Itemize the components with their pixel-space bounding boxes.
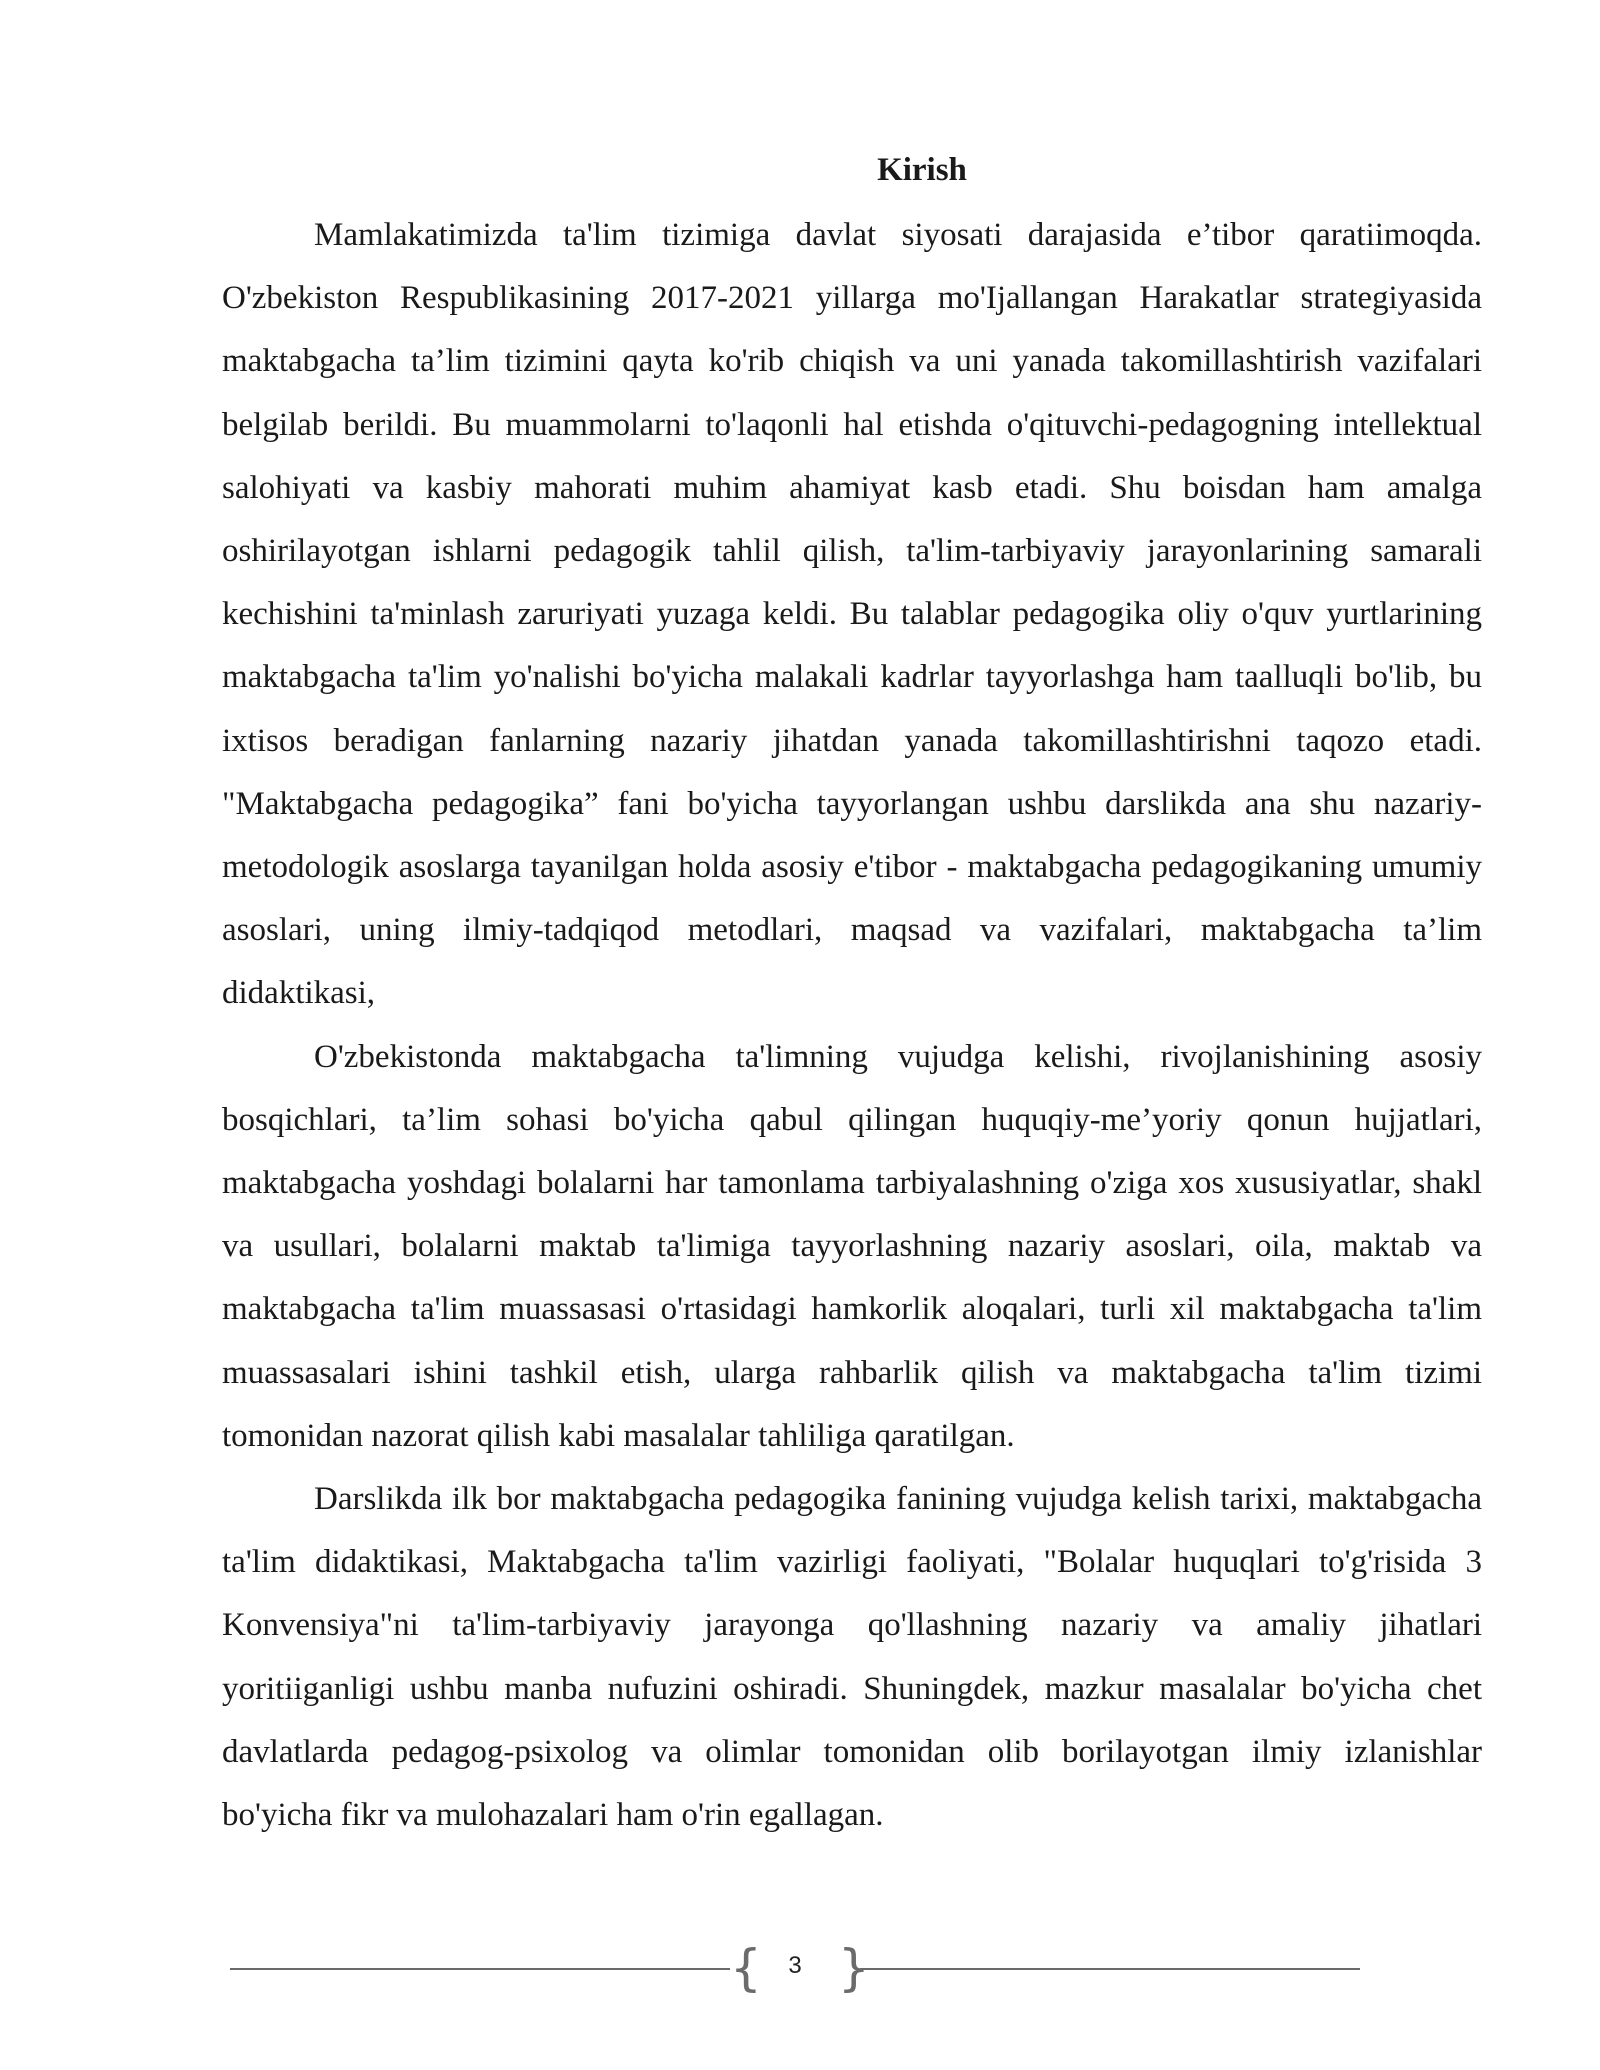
page-number: 3 bbox=[788, 1952, 802, 1979]
right-brace-icon: } bbox=[838, 1939, 870, 1997]
page-footer bbox=[230, 1940, 1360, 2000]
left-brace-icon: { bbox=[730, 1939, 762, 1997]
section-title: Kirish bbox=[877, 152, 967, 188]
document-page bbox=[222, 140, 1482, 1847]
paragraph-2: O'zbekistonda maktabgacha ta'limning vujudga kelishi, rivojlanishining asosiy bosqichlari, ta’lim sohasi bo'yicha qabul qilingan huquqiy-me’yoriy qonun hujjatlari, maktabgacha yoshdagi bolalarni har tamonlama tarbiyalashning o'ziga xos xususiyatlar, shakl va usullari, bolalarni maktab ta'limiga tayyorlashning nazariy asoslari, oila, maktab va maktabgacha ta'lim muassasasi o'rtasidagi hamkorlik aloqalari, turli xil maktabgacha ta'lim muassasalari ishini tashkil etish, ularga rahbarlik qilish va maktabgacha ta'lim tizimi tomonidan nazorat qilish kabi masalalar tahliliga qaratilgan. bbox=[222, 1038, 1482, 1454]
footer-rule-left bbox=[230, 1968, 730, 1970]
footer-rule-right bbox=[860, 1968, 1360, 1970]
paragraph-3: Darslikda ilk bor maktabgacha pedagogika fanining vujudga kelish tarixi, maktabgacha ta'lim didaktikasi, Maktabgacha ta'lim vazirligi faoliyati, "Bolalar huquqlari to'g'risida 3 Konvensiya"ni ta'lim-tarbiyaviy jarayonga qo'llashning nazariy va amaliy jihatlari yoritiiganligi ushbu manba nufuzini oshiradi. Shuningdek, mazkur masalalar bo'yicha chet davlatlarda pedagog-psixolog va olimlar tomonidan olib borilayotgan ilmiy izlanishlar bo'yicha fikr va mulohazalari ham o'rin egallagan. bbox=[222, 1481, 1482, 1834]
paragraph-1: Mamlakatimizda ta'lim tizimiga davlat siyosati darajasida e’tibor qaratiimoqda. O'zbekiston Respublikasining 2017-2021 yillarga mo'Ijallangan Harakatlar strategiyasida maktabgacha ta’lim tizimini qayta ko'rib chiqish va uni yanada takomillashtirish vazifalari belgilab berildi. Bu muammolarni to'laqonli hal etishda o'qituvchi-pedagogning intellektual salohiyati va kasbiy mahorati muhim ahamiyat kasb etadi. Shu boisdan ham amalga oshirilayotgan ishlarni pedagogik tahlil qilish, ta'lim-tarbiyaviy jarayonlarining samarali kechishini ta'minlash zaruriyati yuzaga keldi. Bu talablar pedagogika oliy o'quv yurtlarining maktabgacha ta'lim yo'nalishi bo'yicha malakali kadrlar tayyorlashga ham taalluqli bo'lib, bu ixtisos beradigan fanlarning nazariy jihatdan yanada takomillashtirishni taqozo etadi. "Maktabgacha pedagogika” fani bo'yicha tayyorlangan ushbu darslikda ana shu nazariy-metodologik asoslarga tayanilgan holda asosiy e'tibor - maktabgacha pedagogikaning umumiy asoslari, uning ilmiy-tadqiqod metodlari, maqsad va vazifalari, maktabgacha ta’lim didaktikasi, bbox=[222, 217, 1482, 1012]
